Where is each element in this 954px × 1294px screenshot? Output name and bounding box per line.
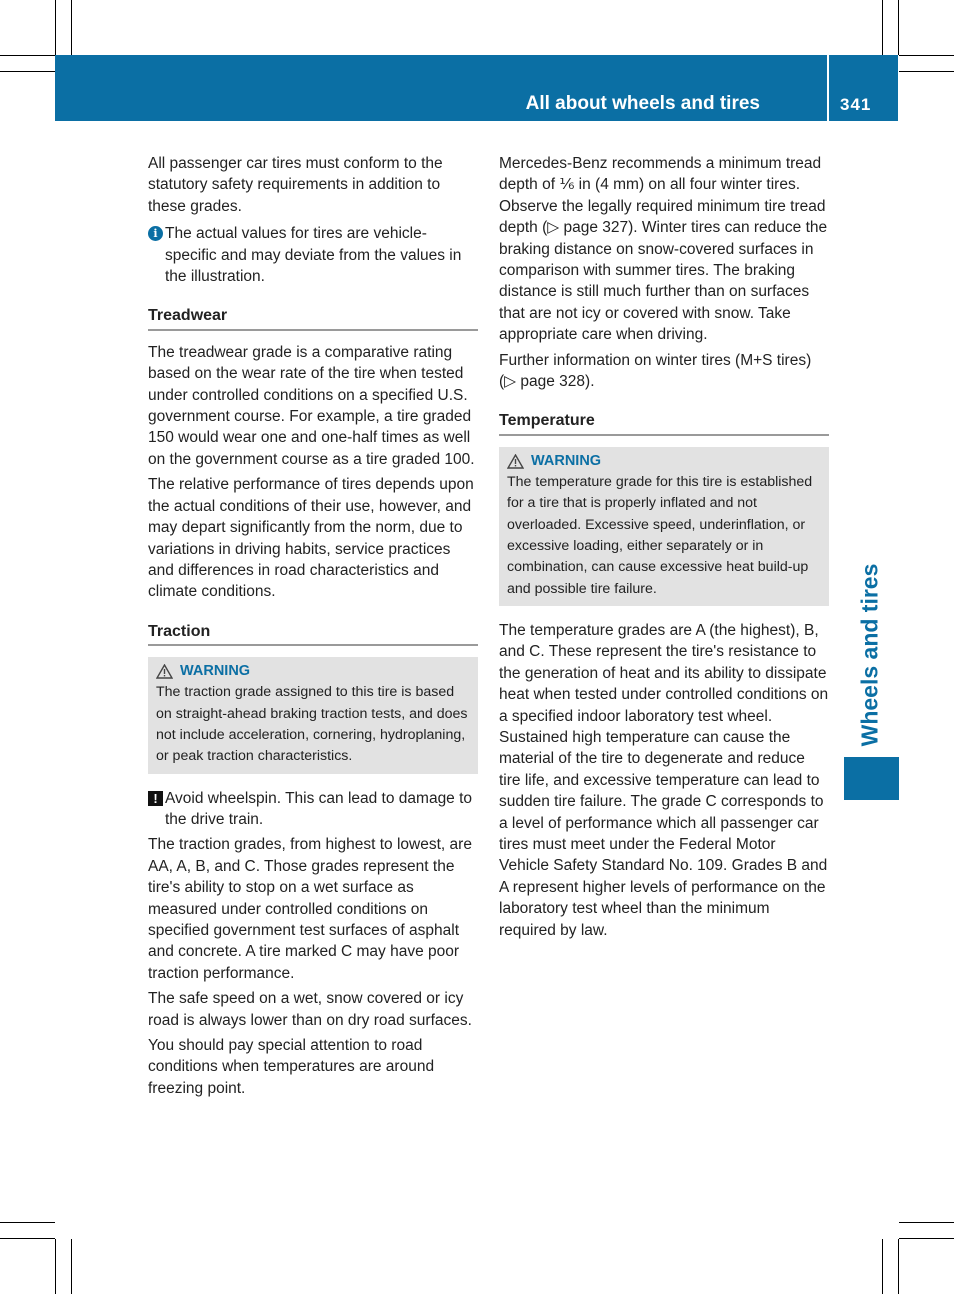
crop-mark (899, 71, 954, 72)
caution-note-text: Avoid wheelspin. This can lead to damage to the drive train. (165, 789, 473, 829)
header-bar (55, 55, 898, 121)
chapter-tab-marker (844, 757, 899, 800)
right-column (499, 153, 829, 945)
traction-paragraph: You should pay special attention to road conditions when temperatures are around freezing point. (148, 1037, 435, 1097)
traction-paragraph: The traction grades, from highest to lowest, are AA, A, B, and C. Those grades represent the tire's ability to stop on a wet surface as measured under controlled conditions on specified government test surfaces of asphalt and concrete. A tire marked C may have poor traction performance. (148, 836, 472, 982)
warning-label: WARNING (180, 663, 251, 680)
warning-triangle-icon (507, 454, 524, 469)
crop-mark (882, 0, 883, 55)
crop-mark (898, 1239, 899, 1294)
info-note-text: The actual values for tires are vehicle-specific and may deviate from the values in the illustration. (165, 225, 462, 286)
winter-paragraph: Mercedes-Benz recommends a minimum tread depth of ⅙ in (4 mm) on all four winter tires. Observe the legally required minimum tire tread depth (▷ page 327). Winter tires can reduce the braking distance on snow-covered surfaces in comparison with summer tires. The braking distance is still much further than on surfaces that are not icy or covered with snow. Take appropriate care when driving. (499, 155, 828, 344)
warning-label: WARNING (531, 452, 602, 469)
crop-mark (55, 0, 56, 55)
warning-text: The traction grade assigned to this tire is based on straight-ahead braking traction tests, and does not include acceleration, cornering, hydroplaning, or peak traction characteristics. (156, 684, 468, 765)
crop-mark (899, 1222, 954, 1223)
crop-mark (898, 0, 899, 55)
exclamation-icon: ! (148, 791, 163, 806)
crop-mark (0, 71, 55, 72)
traction-heading: Traction (148, 621, 478, 646)
crop-mark (899, 55, 954, 56)
crop-mark (0, 1222, 55, 1223)
treadwear-paragraph: The treadwear grade is a comparative rating based on the wear rate of the tire when tested under controlled conditions on a specified U.S. government course. For example, a tire graded 150 would wear one and one-half times as well on the government course as a tire graded 100. (148, 343, 475, 468)
left-column (148, 153, 478, 1103)
temperature-paragraph: The temperature grades are A (the highest), B, and C. These represent the tire's resistance to the generation of heat and its ability to dissipate heat when tested under controlled conditions on a specified indoor laboratory test wheel. Sustained high temperature can cause the material of the tire to degenerate and reduce tire life, and excessive temperature can lead to sudden tire failure. The grade C corresponds to a level of performance which all passenger car tires must meet under the Federal Motor Vehicle Safety Standard No. 109. Grades B and A represent higher levels of performance on the laboratory test wheel than the minimum required by law. (499, 621, 829, 939)
crop-mark (0, 1238, 55, 1239)
traction-paragraph: The safe speed on a wet, snow covered or icy road is always lower than on dry road surfaces. (148, 990, 472, 1029)
crop-mark (71, 1239, 72, 1294)
treadwear-paragraph: The relative performance of tires depends upon the actual conditions of their use, however, and may depart significantly from the norm, due to variations in driving habits, service practices and differences in road characteristics and climate conditions. (148, 476, 474, 601)
warning-header (156, 661, 470, 682)
warning-triangle-icon (156, 664, 173, 679)
temperature-warning-box (499, 447, 829, 606)
intro-paragraph: All passenger car tires must conform to the statutory safety requirements in addition to these grades. (148, 155, 443, 215)
info-icon: i (148, 226, 163, 241)
chapter-tab-label: Wheels and tires (856, 563, 883, 747)
warning-header (507, 451, 821, 472)
crop-mark (0, 55, 55, 56)
page-number: 341 (840, 95, 872, 114)
header-divider (827, 55, 829, 121)
info-note (148, 223, 478, 287)
traction-warning-box (148, 657, 478, 773)
temperature-heading: Temperature (499, 410, 829, 435)
crop-mark (55, 1239, 56, 1294)
winter-paragraph: Further information on winter tires (M+S tires) (▷ page 328). (499, 351, 812, 391)
treadwear-heading: Treadwear (148, 305, 478, 330)
warning-text: The temperature grade for this tire is established for a tire that is properly inflated and not overloaded. Excessive speed, underinflation, or excessive loading, either separately or in combination, can cause excessive heat build-up and possible tire failure. (507, 474, 813, 597)
caution-note (148, 788, 478, 831)
crop-mark (882, 1239, 883, 1294)
section-title: All about wheels and tires (525, 93, 760, 114)
crop-mark (899, 1238, 954, 1239)
crop-mark (71, 0, 72, 55)
